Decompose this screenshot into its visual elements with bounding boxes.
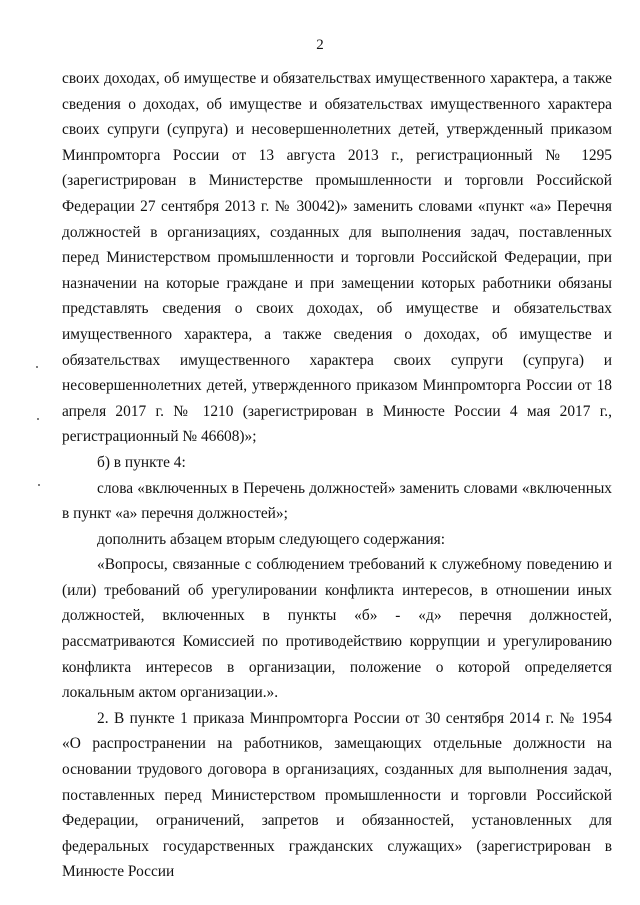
margin-speck	[38, 484, 40, 486]
paragraph-continuation: своих доходах, об имуществе и обязательствах имущественного характера, а также сведения о доходах, об имуществе и обязательствах имущественного характера своих супруги (супруга) и несовершеннолетних детей, утвержденный приказом Минпромторга России от 13 августа 2013 г., регистрационный № 1295 (зарегистрирован в Министерстве промышленности и торговли Российской Федерации 27 сентября 2013 г. № 30042)» заменить словами «пункт «а» Перечня должностей в организациях, созданных для выполнения задач, поставленных перед Министерством промышленности и торговли Российской Федерации, при назначении на которые граждане и при замещении которых работники обязаны представлять сведения о своих доходах, об имуществе и обязательствах имущественного характера, а также сведения о доходах, об имуществе и обязательствах имущественного характера своих супруги (супруга) и несовершеннолетних детей, утвержденного приказом Минпромторга России от 18 апреля 2017 г. № 1210 (зарегистрирован в Минюсте России 4 мая 2017 г., регистрационный № 46608)»;	[62, 70, 612, 446]
paragraph-quoted-text: «Вопросы, связанные с соблюдением требований к служебному поведению и (или) требований об урегулировании конфликта интересов, в отношении иных должностей, включенных в пункты «б» - «д» перечня должностей, рассматриваются Комиссией по противодействию коррупции и урегулированию конфликта интересов в организации, положение о которой определяется локальным актом организации.».	[62, 556, 612, 702]
margin-speck	[36, 366, 38, 368]
page-number: 2	[316, 37, 324, 53]
paragraph-subitem-b: б) в пункте 4:	[97, 453, 186, 471]
paragraph-item-2: 2. В пункте 1 приказа Минпромторга России от 30 сентября 2014 г. № 1954 «О распространении на работников, замещающих отдельные должности на основании трудового договора в организациях, созданных для выполнения задач, поставленных перед Министерством промышленности и торговли Российской Федерации, ограничений, запретов и обязанностей, установленных для федеральных государственных гражданских служащих» (зарегистрирован в Минюсте России	[62, 709, 612, 881]
margin-speck	[37, 418, 39, 420]
document-body	[62, 66, 612, 885]
paragraph-add-subparagraph: дополнить абзацем вторым следующего содержания:	[97, 530, 446, 548]
paragraph-replace-words: слова «включенных в Перечень должностей» заменить словами «включенных в пункт «а» перечня должностей»;	[62, 479, 612, 523]
